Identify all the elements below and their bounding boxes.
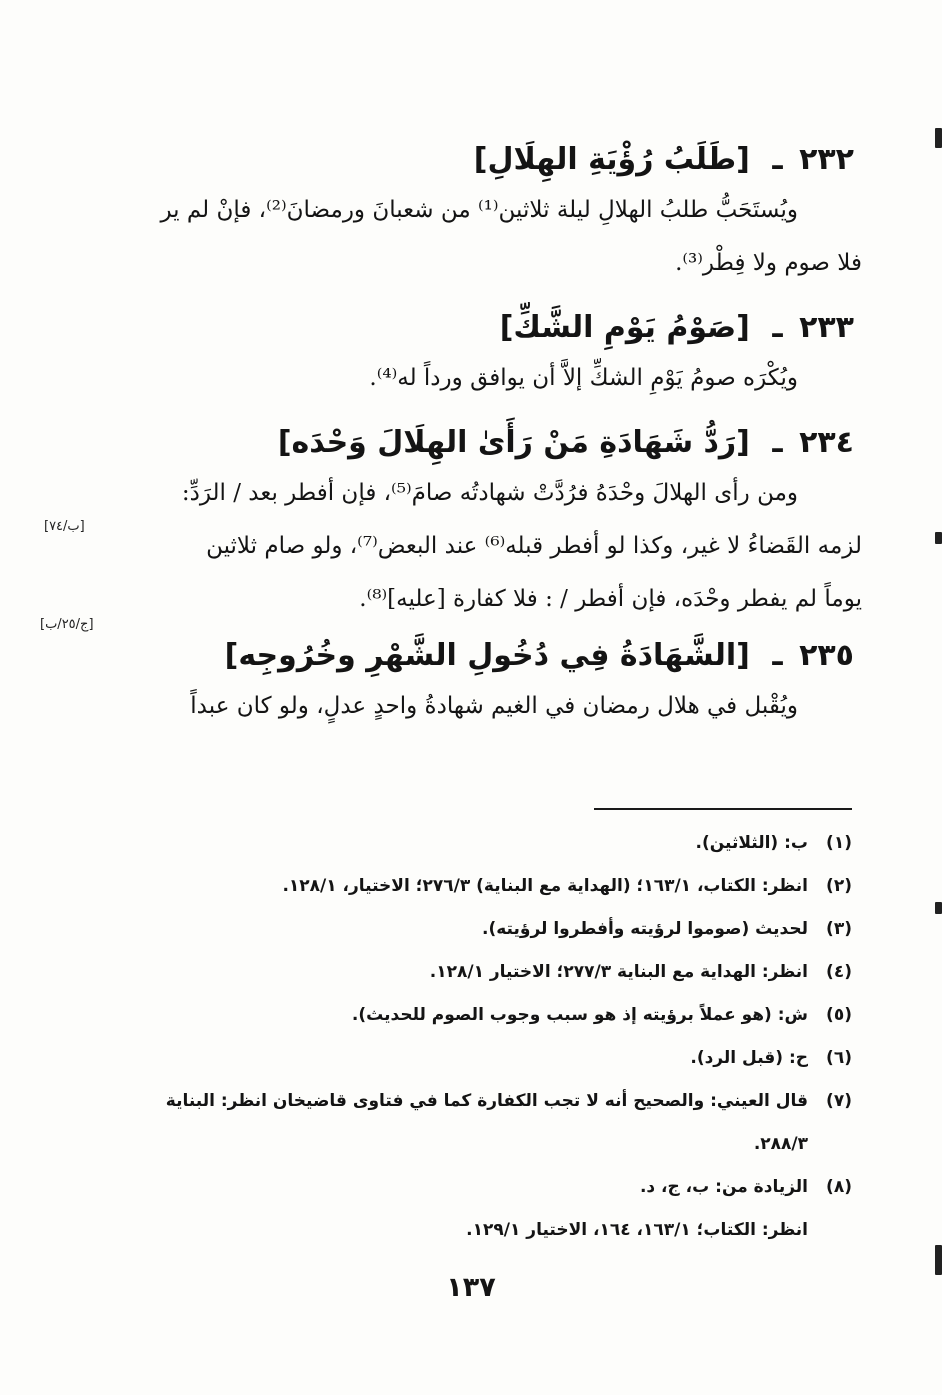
section-title: [صَوْمُ يَوْمِ الشَّكِّ] <box>499 310 750 345</box>
footnote <box>100 1037 852 1080</box>
section-paragraph <box>100 680 862 733</box>
section-title: [رَدُّ شَهَادَةِ مَنْ رَأَىٰ الهِلَالَ وَحْدَه] <box>277 425 750 460</box>
footnote-text: ب: (الثلاثين). <box>695 833 808 853</box>
footnote <box>100 1166 852 1252</box>
footnote-text: انظر: الكتاب، ١٦٣/١؛ (الهداية مع البناية) ٢٧٦/٣؛ الاختيار، ١٢٨/١. <box>282 876 808 896</box>
margin-reference-j25b: [ج/٢٥/ب] <box>40 617 94 632</box>
section-heading <box>100 304 862 352</box>
footnote <box>100 951 852 994</box>
scan-edge-mark <box>935 128 942 148</box>
footnote <box>100 994 852 1037</box>
footnote-text: ح: (قبل الرد). <box>690 1048 808 1068</box>
footnote-text: لحديث (صوموا لرؤيته وأفطروا لرؤيته). <box>482 919 808 939</box>
footnote-text: ش: (هو عملاً برؤيته إذ هو سبب وجوب الصوم للحديث). <box>351 1005 808 1025</box>
section-234 <box>100 419 862 626</box>
section-heading <box>100 136 862 184</box>
scan-edge-mark <box>935 532 942 544</box>
footnote <box>100 865 852 908</box>
footnote <box>100 1080 852 1166</box>
section-paragraph <box>100 184 862 290</box>
scan-edge-mark <box>935 902 942 914</box>
section-233 <box>100 304 862 405</box>
footnotes <box>100 822 852 1252</box>
footnote-number: (٧) <box>826 1091 852 1111</box>
footnote-number: (٥) <box>826 1005 852 1025</box>
section-number: ٢٣٣ <box>799 310 854 345</box>
paragraph-line: ويُستَحَبُّ طلبُ الهلالِ ليلة ثلاثين⁽¹⁾ من شعبانَ ورمضانَ⁽²⁾، فإنْ لم ير <box>160 197 798 223</box>
paragraph-line: يوماً لم يفطر وحْدَه، فإن أفطر / : فلا كفارة [عليه]⁽⁸⁾. <box>359 586 862 612</box>
margin-reference-b74: [ب/٧٤] <box>44 519 85 534</box>
paragraph-line: ويُقْبل في هلال رمضان في الغيم شهادةُ واحدٍ عدلٍ، ولو كان عبداً <box>190 693 798 719</box>
paragraph-line: فلا صوم ولا فِطْر⁽³⁾. <box>675 250 862 276</box>
section-title: [طَلَبُ رُؤْيَةِ الهِلَالِ] <box>473 142 750 177</box>
section-number: ٢٣٥ <box>799 638 854 673</box>
paragraph-line: لزمه القَضاءُ لا غير، وكذا لو أفطر قبله⁽⁶⁾ عند البعض⁽⁷⁾، ولو صام ثلاثين <box>206 533 862 559</box>
section-paragraph <box>100 352 862 405</box>
heading-dash: ـ <box>772 310 783 345</box>
footnote <box>100 822 852 865</box>
footnote-text: الزيادة من: ب، ج، د. انظر: الكتاب؛ ١٦٣/١، ١٦٤، الاختيار ١٢٩/١. <box>466 1177 808 1240</box>
heading-dash: ـ <box>772 142 783 177</box>
section-232 <box>100 136 862 290</box>
footnote-number: (٣) <box>826 919 852 939</box>
footnote-number: (٤) <box>826 962 852 982</box>
section-paragraph <box>100 467 862 626</box>
footnote-number: (٨) <box>826 1177 852 1197</box>
section-number: ٢٣٤ <box>799 425 854 460</box>
heading-dash: ـ <box>772 425 783 460</box>
paragraph-line: ويُكْرَه صومُ يَوْمِ الشكِّ إلاَّ أن يوافق ورداً له⁽⁴⁾. <box>369 365 798 391</box>
paragraph-line: ومن رأى الهلالَ وحْدَهُ فرُدَّتْ شهادتُه صامَ⁽⁵⁾، فإن أفطر بعد / الرَدِّ: <box>181 480 798 506</box>
section-number: ٢٣٢ <box>799 142 854 177</box>
footnote <box>100 908 852 951</box>
footnote-separator <box>594 808 852 810</box>
footnote-number: (٦) <box>826 1048 852 1068</box>
footnote-text: قال العيني: والصحيح أنه لا تجب الكفارة كما في فتاوى قاضيخان انظر: البناية ٢٨٨/٣. <box>165 1091 808 1154</box>
section-heading <box>100 632 862 680</box>
main-text <box>100 136 862 733</box>
footnote-number: (١) <box>826 833 852 853</box>
section-title: [الشَّهَادَةُ فِي دُخُولِ الشَّهْرِ وخُرُوجِه] <box>224 638 750 673</box>
footnote-number: (٢) <box>826 876 852 896</box>
heading-dash: ـ <box>772 638 783 673</box>
scan-edge-mark <box>935 1245 942 1275</box>
footnote-text: انظر: الهداية مع البناية ٢٧٧/٣؛ الاختيار ١٢٨/١. <box>429 962 808 982</box>
section-heading <box>100 419 862 467</box>
page-number: ١٣٧ <box>446 1272 496 1303</box>
section-235 <box>100 632 862 733</box>
